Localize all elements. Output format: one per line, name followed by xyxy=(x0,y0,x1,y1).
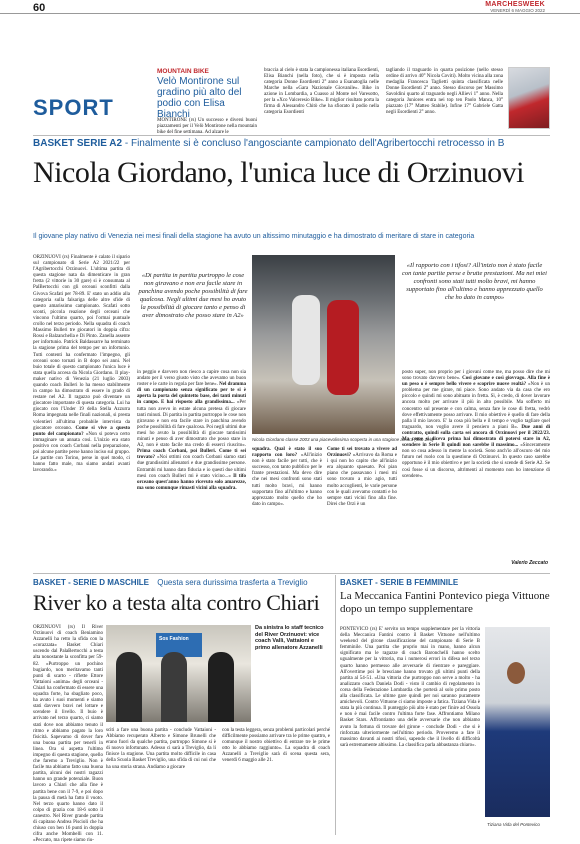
photo-screen-sign: Sos Fashion xyxy=(156,633,202,657)
mtb-athlete-photo xyxy=(508,67,550,129)
d-kicker-bold: BASKET - SERIE D MASCHILE xyxy=(33,578,150,587)
bf-title: La Meccanica Fantini Pontevico piega Vittuone dopo un tempo supplementare xyxy=(340,590,550,615)
d-col-2: sciti a fare una buona partita - conclude Vattaioni - Abbiamo recuperato Alberto e Simone Brunelli che erano fuori da qualche partita, purtroppo Simone si è di nuovo infortunato. Adesso ci sarà a Treviglio, da li finisce la stagione. Una partita molto difficile in casa della Scuola Basket Treviglio, una sfida di cui noi che ha una storia strana. Andiamo a giocare xyxy=(106,728,216,770)
a2-col-1 xyxy=(33,255,130,570)
column-divider xyxy=(335,575,336,835)
a2-pull-quote-2: «Il rapporto con i tifosi? All'inizio non è stato facile con tante partite perse e brutte prestazioni. Ma nei miei confronti sono stati tutti molto bravi, mi hanno supportato fino all'ultimo e hanno apprezzato quello che ho dato in campo» xyxy=(402,262,547,301)
separator xyxy=(33,573,550,574)
mtb-kicker: MOUNTAIN BIKE xyxy=(157,68,209,75)
bf-player-photo xyxy=(485,627,550,817)
a2-question-1: Come si vive a questo punto del campionato? xyxy=(33,425,130,437)
a2-question-3: Prima coach Corbani, poi Bulleri. Come ti sei trovato? xyxy=(137,449,246,461)
bf-col-1: PONTEVICO (rs) E' servito un tempo supplementare per la vittoria della Meccanica Fantini contro il Basket Vittuone nell'ultimo weekend del girone classificazione del campionato di Serie B femminile. Una partita che proprio mai in mano, hanno alcun significato ma le ragazze di coach Baronchelli hanno scelto ugualmente per la vittoria, ma i numerosi errori in difesa nel terzo quarto hanno permesso alle avversarie di rientrare e pareggiare. All'overtime poi le bresciane hanno trovato gli ultimi punti della partita al 54-51. «Una vittoria che purtroppo non serve a molto - ha analizzato coach Daniela Dodi - visto il cambio di regolamento in corsa della Federazione Lombardia che porterà al solo primo posto alla classificata. Le ultime gare quindi per noi saranno puramente amichevoli. Contro Vittuone ci siamo imposte a fatica. Tiziana Vida è stata la più continua. Il punteggio più alto è stato per finire ad Ossola e non è mai facile contro l'ultima forte fase. Affrontiamo Milano Basket Stars. Affrontiamo una delle avversarie che non abbiamo avuto la fortuna di trovare del girone - conclude Dodi - che si è rinforzata ulteriormente nell'ultimo periodo. Proveremo a fare il massimo davanti ai nostri tifosi, sapendo che il livello di difficoltà sarà estremamente altissimo. La classifica parla abbastanza chiaro». xyxy=(340,627,480,748)
a2-col2c-text: «Noi ottimi con coach Corbani siamo stati due grandissimi allenatori e due grandissime persone. Entrambi mi hanno dato fiducia e io questi due ultimi mesi con coach Bulleri mi è stato vicino...» xyxy=(137,455,246,479)
a2-col1-text: ORZINUOVI (rs) Finalmente è calato il sipario sul campionato di Serie A2 2021/22 per l'Agribertocchi Orzinuovi. L'ultima partita di questa stagione nata da dimenticare in gran fretta (2 vittorie in 30 gare) si è consumata al PalBertocchi con gli orceani sconfitti dalla Givova Scafati per 78-89. E' stato un addio alla categoria sulla falsariga delle altre sfide di questo amarissimo campionato. Scafati sotto sconti, piccola reazione degli orceani che vincono l'ultimo quarto, poi l'ormai puntuale crollo nel terzo periodo. Nella squadra di coach Massimo Bulleri tre giocatori in doppia cifra: Rossi e Balzanchella e Di Pinto. Zanella assente per infortunio. Patrick Baldassarre ha terminato la stagione prima del tempo per un infortunio. Tutti contenti ha confermato l'impegno, gli orceani sono tornati in B dopo sei anni. Nel buio totale di questo campionato l'unica luce è stata quella accesa da Nicola Giordano. Il play-maker nativo di Venezia (21 luglio 2003) quando coach Bulleri lo ha messo stabilmente in campo ha dimostrato di essere in grado di restare nel A2. Il ragazzo può diventare un giocatore importante di questa categoria. Lui ha giocato con l'Under 19 della Stella Azzurra Roma impegnata nelle finali nazionali, si presta volentieri all'ultima probabile intervista da giocatore orceano. xyxy=(33,255,130,431)
photo-person-2 xyxy=(161,652,187,722)
a2-col5b-text: «Non è un problema per me girare, mi piace. Sono andato via da casa che ero piccolo e quindi mi sono abituato in fretta. Sì, è credo, di dover lavorare ancora molto per arrivare il più in alto possibile. Ma sofferto mi concentro sul presente e con calma, senza fare le cose di fretta, vedrò dove effettivamente posso arrivare. Il mio obiettivo è quello di fare della palla il mio lavoro. E' la cosa più bella e il tempo e voglio tagliare quel traguardo, non voglio avere il pensiero a piani B». xyxy=(402,382,550,430)
a2-question-4: Il tifo orceano quest'anno hanno ricevuto solo amarezze, ma sono comunque rimasti vicini alla squadra. xyxy=(137,473,246,491)
a2-question-5: Come ti sei trovato a vivere ad Orzinuovi? xyxy=(327,447,397,459)
d-staff-photo xyxy=(106,625,251,722)
d-col-3: con la testa leggera, senza problemi particolari perché difficilmente possiamo arrivare tra le prime quattro, e comunque il nostro obiettivo di entrare tre le prime otto lo abbiamo raggiunto». La squadra di coach Azzanelli a Treviglio sarà di scena questa sera, venerdì 6 maggio alle 21. xyxy=(222,728,330,764)
photo-player-red xyxy=(327,300,359,395)
a2-question-7: Due anni di contratto, quindi sulla carta sei ancora di Orzinuovi per il 2022/23. Ma come si diceva prima hai dimostrato di potersi stare in A2, scendere in Serie B quindi non sarebbe il massimo... xyxy=(402,424,550,449)
a2-title: Nicola Giordano, l'unica luce di Orzinuovi xyxy=(33,156,524,189)
a2-col1b-text: «Non si poteva certo immaginare un annata così. L'inizio era stato positivo con coach Corbani nella preparazione, poi alcune partite perse hanno inciso sul gruppo. Le partite con Torino, perse in quel modo, ci hanno fatto male, ma siamo andati avanti lavorando.» xyxy=(33,431,130,474)
photo-person-3 xyxy=(208,652,234,722)
photo-person-1 xyxy=(116,652,142,722)
a2-q4-cont: squadra. Qual è stato il suo rapporto con loro? xyxy=(252,447,322,459)
d-col-1: ORZINUOVI (rs) Il River Orzinuovi di coach Beniamino Azzanelli ha retto la sfida con la «corazzata» Basket Chiari uscendo dal PalaBertocchi a testa alta nonostante la sconfitta per 59-82. «Purtroppo un pochino bugiardo, non meritavamo tanti punti di scarto - riflette Ettore Vattaioni «anima» degli orceani - Chiari ha confermato di essere una squadra forte, ha sbagliato poco, ha avuto i suoi momenti e siamo stati davvero bravi nel lottare e scendere il livello. Il buio è arrivato nel terzo quarto, ci siamo stati dove non abbiamo tenuto il ritmo e abbiamo pagato la loro fisicità. Sapevamo di dover fare una buona partita per tenerli in linea. Ora si aspetta l'ultimo impegno di questa stagione, quello che faremo a Treviglio. Non è facile ma abbiamo fatto una buona partita, alcuni dei nostri ragazzi hanno un grande potenziale. Buon lavoro a Chiari che alla fine è partita bene con il 7-9, e poi dopo la pausa di metà ha fatto il vuoto. Nel terzo quarto hanno dato il colpo di grazia con 18-6 sotto il canestro. Nel River grande partita di capitano Andrea Piscioli che ha chiuso con ben 16 punti in doppia cifra anche Mombelli con 11. «Peccato, ma ripete siamo riu- xyxy=(33,625,103,844)
mtb-col-3: tagliando il traguardo in quarta posizione (nello stesso ordine di arrivo 40° Nicola Coviti). Molto vicina alla zona medaglia Francesca Taglietti quinta classificata nelle Donne Esordienti 2° anno. Stesso discorso per Massimo Savoldini quarto al traguardo negli Allievi 1° anno. Nella categoria Juniores entra nei top ten Paolo Manca, 10° piazzato (17° Matteo Stabile). Infine 17° Gabriele Gatta negli Esordienti 2° anno. xyxy=(386,68,503,115)
mtb-col-2: braccia al cielo è stata la campionessa italiana Esordienti, Elisa Bianchi (nella foto), che si è imposta nella categoria Donne Esordienti 2° anno a Esanatoglia nelle Marche nella «Gara Nazionale Giovanile». Bike in azione in Lombardia, a Cuasso al Monte nel Varesotto, per la «Xco Valceresio Bike». Il miglior risultato porta la firma di Alessandro Chitò che ha sfiorato il podio nella categoria Esordienti xyxy=(264,68,379,115)
mtb-headline-box xyxy=(157,68,257,120)
a2-kicker-bold: BASKET SERIE A2 xyxy=(33,138,123,149)
mtb-col-1: MONTIRONE (rs) Un successo e diversi buoni piazzamenti per il Velò Montirone nella mountain bike del fine settimana. Ad alzare le xyxy=(157,118,257,135)
d-kicker xyxy=(33,578,308,587)
d-title: River ko a testa alta contro Chiari xyxy=(33,590,320,615)
a2-col5-text: posto super, non proprio per i giovani come me, ma posso dire che mi sono trovato davvero bene». xyxy=(402,370,550,382)
newspaper-name: MARCHESWEEK xyxy=(485,1,545,8)
a2-pull-quote-1: «Di partita in partita purtroppo le cose non giravano e non era facile stare in panchina avendo poche possibilità di fare qualcosa. Negli ultimi due mesi ho avuto la possibilità di giocare tanto e penso di aver dimostrato che posso stare in A2» xyxy=(138,272,248,319)
d-photo-caption: Da sinistra lo staff tecnico del River Orzinuovi: vice coach Valli, Vattaioni e primo allenatore Azzanelli xyxy=(255,625,324,651)
a2-col-2 xyxy=(137,370,246,570)
page-number: 60 xyxy=(33,2,46,14)
a2-col-5 xyxy=(402,370,550,555)
a2-col5c-text: «Sinceramente non so cosa adesso in mente la società. Sono anch'io all'oscuro del mio futuro nel ruolo con la questione di Orzinuovi. In questo caso sarebbe opportuno è il mio obiettivo e per la società che si scende di Serie A2. Se così fosse sì un discorso, altrimenti al momento non ho intenzione di scendere». xyxy=(402,443,551,479)
a2-col-3 xyxy=(252,447,322,570)
a2-question-6: Cosi giovane e così giovvago. Alla fine è un peso o è sempre bello vivere e scoprire nuove realtà? xyxy=(402,376,551,388)
separator xyxy=(33,135,550,136)
mtb-headline: Velò Montirone sul gradino più alto del podio con Elisa Bianchi xyxy=(157,76,242,120)
a2-col2b-text: «Per tutta non avevo in estate alcuna pretesa di giocare tanti minuti. Di partita in partita purtroppo le cose non giravano e non era facile stare in panchina avendo poche possibilità di fare qualcosa. Poi negli ultimi due mesi ho avuto la possibilità di giocare tantissimi minuti e penso di aver dimostrato che posso stare in A2, non è stato facile ma credo di esserci riuscito». xyxy=(137,400,246,449)
a2-subtitle: Il giovane play nativo di Venezia nei mesi finali della stagione ha avuto un altissimo minutaggio e ha dimostrato di meritare di stare in categoria xyxy=(33,233,475,240)
a2-byline: Valerio Zeccato xyxy=(511,560,548,566)
a2-player-photo xyxy=(252,255,395,434)
bf-photo-caption: Tiziana Vida del Pontevico xyxy=(487,822,540,827)
a2-col4b-text: «Arrivavo da Roma e i qui non ho capito che all'inizio era alquanto spaesato. Poi pian piano che passavano i mesi mi sono trovato a mio agio, tutti molto accoglienti, le varie persone con le quali avevamo contatti e ho sempre stati vicini fino alla fine. Direi che Orzi è un xyxy=(327,453,398,507)
a2-photo-caption: Nicola Giordano classe 2003 una piacevolissima scoperta in una stagione amara (foto Zek) xyxy=(252,437,434,442)
a2-kicker-rest: - Finalmente si è concluso l'angosciante campionato dell'Agribertocchi retrocesso in B xyxy=(122,138,505,149)
page-header xyxy=(0,0,580,14)
a2-question-2: Nel dramma di un campionato senza significato per te si è aperta la porta del quintetto base, dei tanti minuti in campo. E hai risposto alla grandissima... xyxy=(137,382,246,406)
a2-col3b-text: «All'inizio non è stato facile per tutti, che è successo, con tanto pubblico per le frante prestazioni. Ma devo dire che nei mesi confronti sono stati tutti molto bravi, mi hanno supportato fino all'ultimo e hanno apprezzato molto quello che ho dato in campo». xyxy=(252,453,323,507)
a2-col2-text: in peggio e davvero non riesco a capire cosa non sia andato per il verso giusto visto che avevamo un buon roster e le carte in regola per fare bene». xyxy=(137,370,246,388)
photo-player-white xyxy=(292,295,320,385)
a2-kicker xyxy=(33,138,504,149)
bf-kicker: BASKET - SERIE B FEMMINILE xyxy=(340,578,459,587)
a2-col-4 xyxy=(327,447,397,570)
section-label: SPORT xyxy=(33,95,114,120)
photo-player-head xyxy=(507,662,525,684)
d-kicker-rest: Questa sera durissima trasferta a Treviglio xyxy=(157,578,308,587)
issue-date: VENERDÌ 6 MAGGIO 2022 xyxy=(490,8,545,13)
